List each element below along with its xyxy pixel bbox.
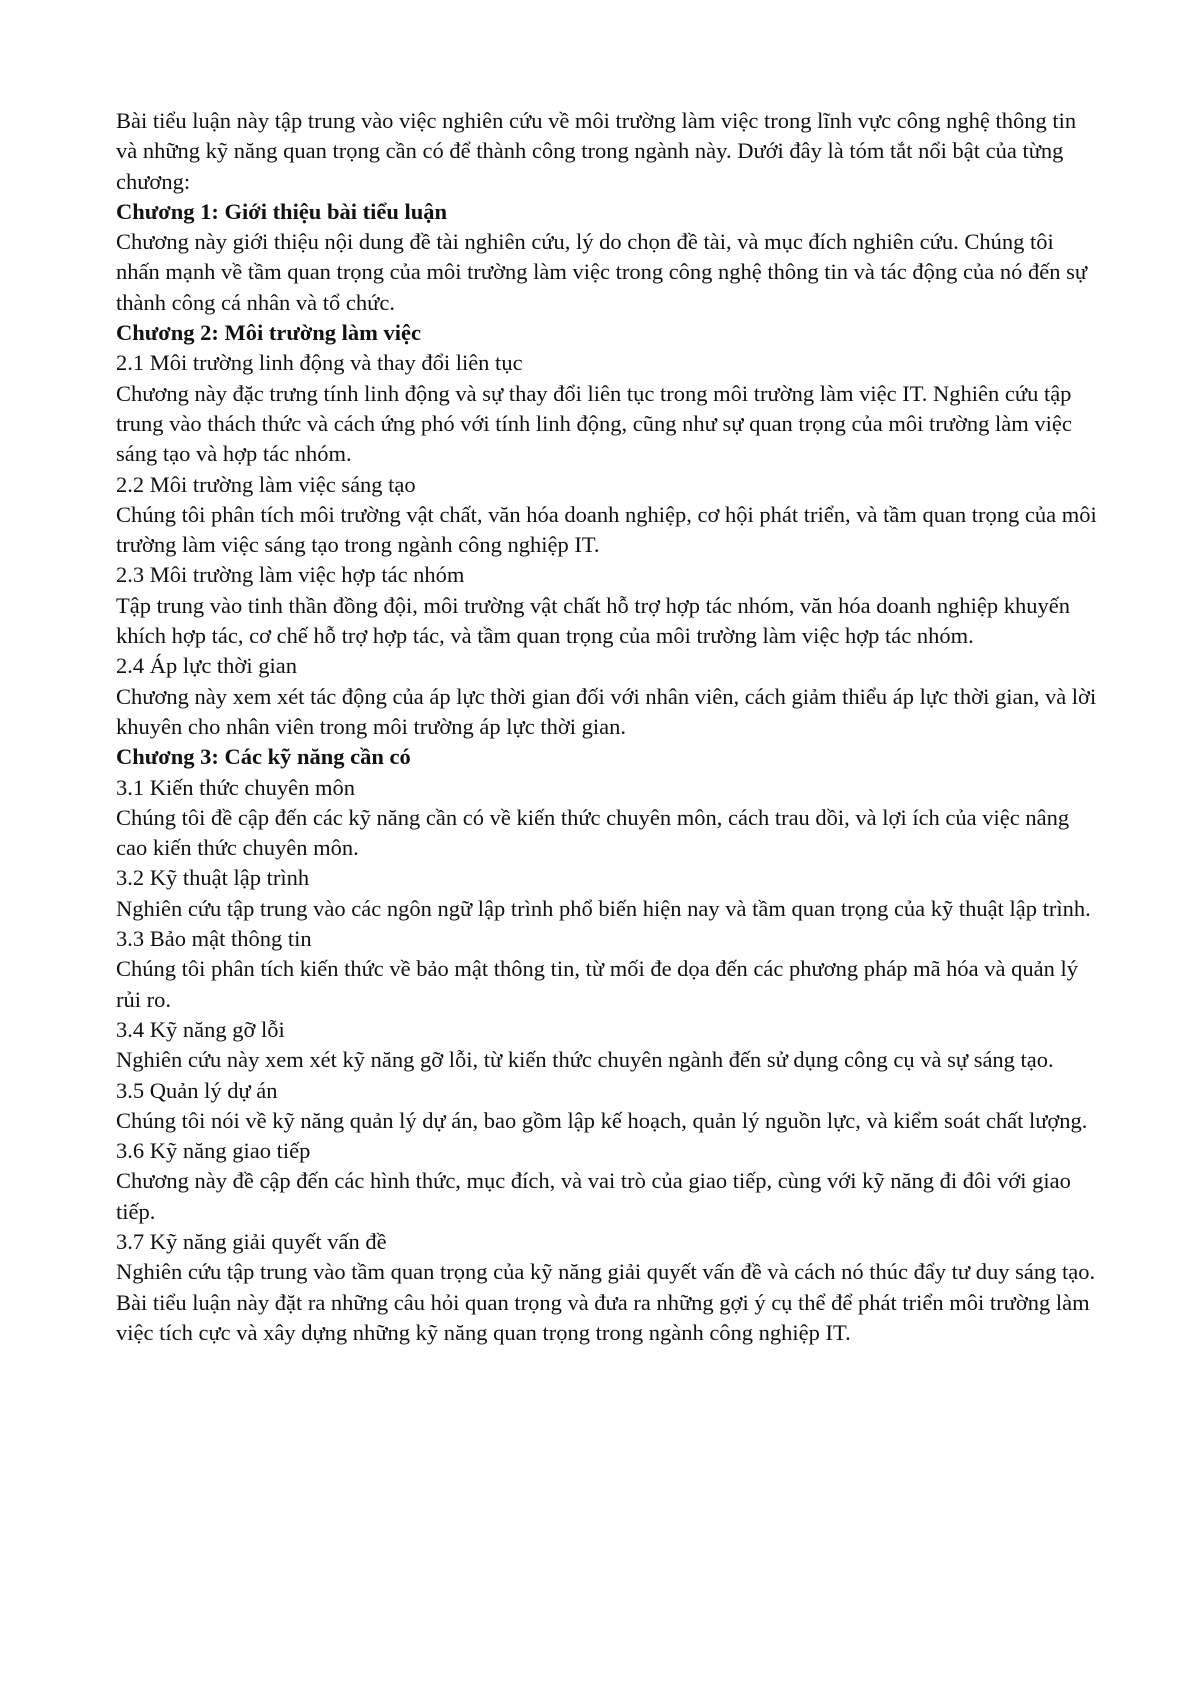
section-3-5-body: Chúng tôi nói về kỹ năng quản lý dự án, bao gồm lập kế hoạch, quản lý nguồn lực, và kiểm soát chất lượng. xyxy=(116,1107,1088,1133)
section-2-4-title: 2.4 Áp lực thời gian xyxy=(116,653,297,679)
section-3-4-title: 3.4 Kỹ năng gỡ lỗi xyxy=(116,1016,285,1042)
section-3-7-title: 3.7 Kỹ năng giải quyết vấn đề xyxy=(116,1228,387,1254)
section-3-4-body: Nghiên cứu này xem xét kỹ năng gỡ lỗi, từ kiến thức chuyên ngành đến sử dụng công cụ và sự sáng tạo. xyxy=(116,1047,1054,1073)
section-3-1-title: 3.1 Kiến thức chuyên môn xyxy=(116,774,356,800)
section-2-4-body: Chương này xem xét tác động của áp lực thời gian đối với nhân viên, cách giảm thiểu áp lực thời gian, và lời khuyên cho nhân viên trong môi trường áp lực thời gian. xyxy=(116,683,1097,739)
section-2-1-title: 2.1 Môi trường linh động và thay đổi liên tục xyxy=(116,350,523,376)
chapter-2-title: Chương 2: Môi trường làm việc xyxy=(116,320,422,346)
section-3-2-title: 3.2 Kỹ thuật lập trình xyxy=(116,865,310,891)
intro-paragraph: Bài tiểu luận này tập trung vào việc nghiên cứu về môi trường làm việc trong lĩnh vực công nghệ thông tin và những kỹ năng quan trọng cần có để thành công trong ngành này. Dưới đây là tóm tắt nổi bật của từng chương: xyxy=(116,108,1077,194)
section-3-7-body: Nghiên cứu tập trung vào tầm quan trọng của kỹ năng giải quyết vấn đề và cách nó thúc đẩy tư duy sáng tạo. xyxy=(116,1259,1096,1285)
chapter-3-title: Chương 3: Các kỹ năng cần có xyxy=(116,744,411,770)
conclusion-paragraph: Bài tiểu luận này đặt ra những câu hỏi quan trọng và đưa ra những gợi ý cụ thể để phát triển môi trường làm việc tích cực và xây dựng những kỹ năng quan trọng trong ngành công nghiệp IT. xyxy=(116,1289,1090,1345)
section-3-6-title: 3.6 Kỹ năng giao tiếp xyxy=(116,1138,311,1164)
chapter-1-body: Chương này giới thiệu nội dung đề tài nghiên cứu, lý do chọn đề tài, và mục đích nghiên cứu. Chúng tôi nhấn mạnh về tầm quan trọng của môi trường làm việc trong công nghệ thông tin và tác động của nó đến sự thành công cá nhân và tổ chức. xyxy=(116,229,1088,315)
section-3-1-body: Chúng tôi đề cập đến các kỹ năng cần có về kiến thức chuyên môn, cách trau dồi, và lợi ích của việc nâng cao kiến thức chuyên môn. xyxy=(116,804,1070,861)
section-2-2-body: Chúng tôi phân tích môi trường vật chất, văn hóa doanh nghiệp, cơ hội phát triển, và tầm quan trọng của môi trường làm việc sáng tạo trong ngành công nghiệp IT. xyxy=(116,501,1097,558)
section-2-2-title: 2.2 Môi trường làm việc sáng tạo xyxy=(116,471,416,497)
section-3-5-title: 3.5 Quản lý dự án xyxy=(116,1077,278,1103)
section-3-3-body: Chúng tôi phân tích kiến thức về bảo mật thông tin, từ mối đe dọa đến các phương pháp mã hóa và quản lý rủi ro. xyxy=(116,956,1079,1012)
section-2-3-title: 2.3 Môi trường làm việc hợp tác nhóm xyxy=(116,562,465,588)
section-2-3-body: Tập trung vào tinh thần đồng đội, môi trường vật chất hỗ trợ hợp tác nhóm, văn hóa doanh nghiệp khuyến khích hợp tác, cơ chế hỗ trợ hợp tác, và tầm quan trọng của môi trường làm việc hợp tác nhóm. xyxy=(116,592,1070,649)
chapter-1-title: Chương 1: Giới thiệu bài tiểu luận xyxy=(116,198,447,224)
section-3-3-title: 3.3 Bảo mật thông tin xyxy=(116,926,312,952)
section-3-6-body: Chương này đề cập đến các hình thức, mục đích, và vai trò của giao tiếp, cùng với kỹ năng đi đôi với giao tiếp. xyxy=(116,1168,1071,1224)
document-page xyxy=(116,106,1100,1348)
section-3-2-body: Nghiên cứu tập trung vào các ngôn ngữ lập trình phổ biến hiện nay và tầm quan trọng của kỹ thuật lập trình. xyxy=(116,895,1091,921)
section-2-1-body: Chương này đặc trưng tính linh động và sự thay đổi liên tục trong môi trường làm việc IT. Nghiên cứu tập trung vào thách thức và cách ứng phó với tính linh động, cũng như sự quan trọng của môi trường làm việc sáng tạo và hợp tác nhóm. xyxy=(116,380,1072,467)
